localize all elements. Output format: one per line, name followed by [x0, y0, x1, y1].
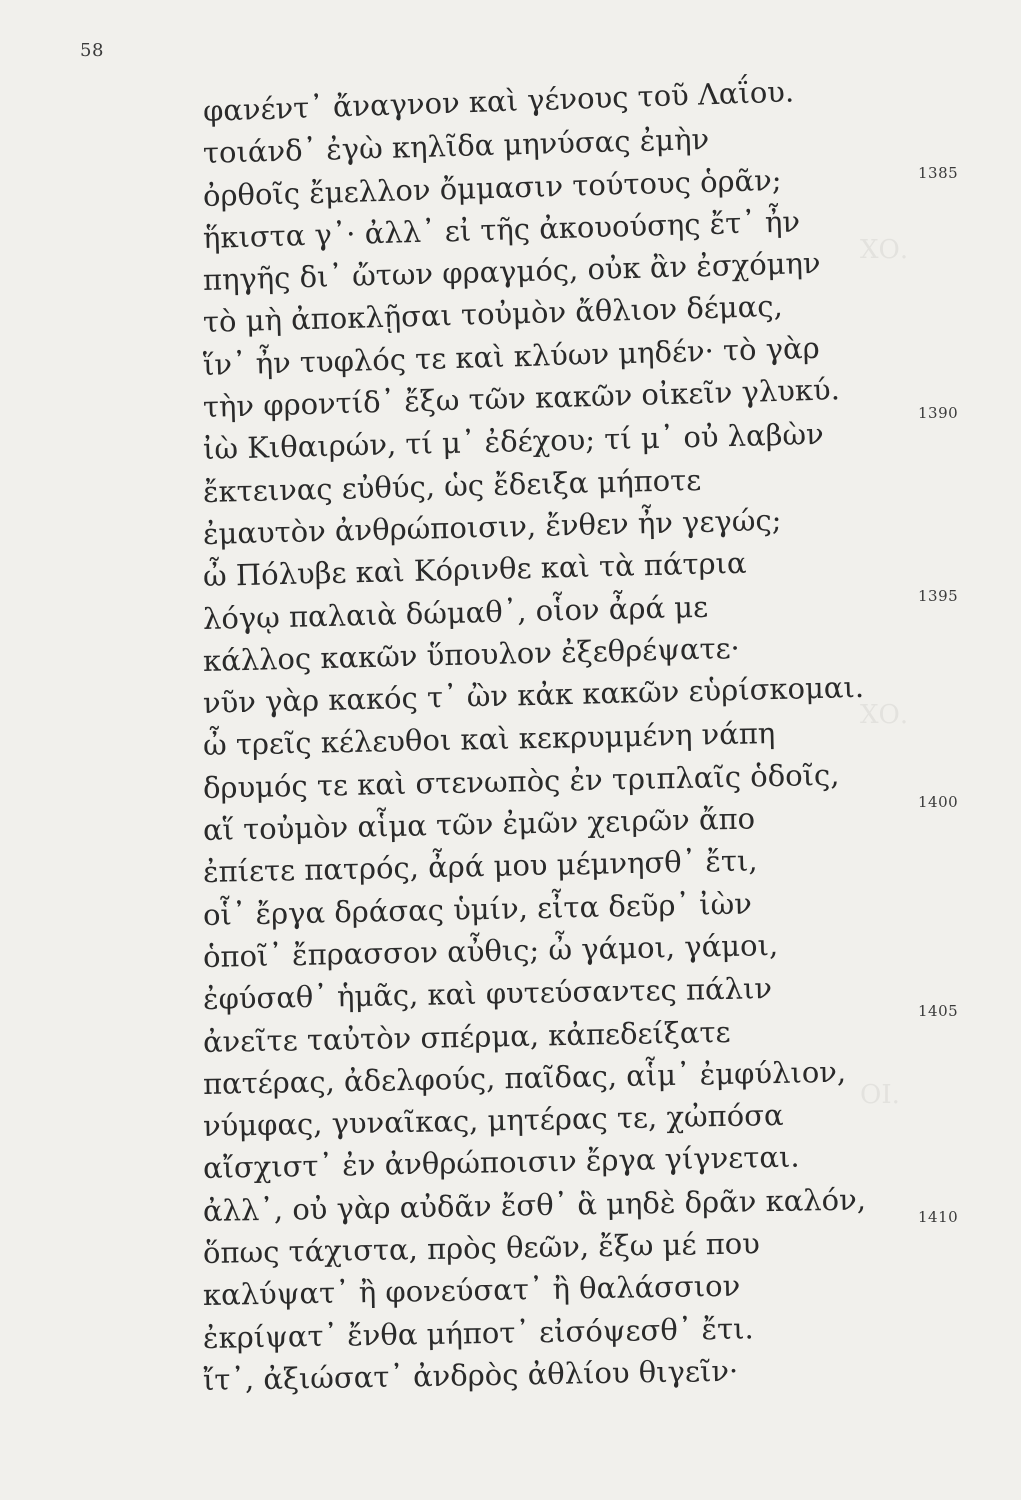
verse-line: καλύψατ᾽ ἢ φονεύσατ᾽ ἢ θαλάσσιον: [202, 1268, 741, 1313]
verse-line: ὁποῖ᾽ ἔπρασσον αὖθις; ὦ γάμοι, γάμοι,: [202, 927, 779, 974]
verse-line: δρυμός τε καὶ στενωπὸς ἐν τριπλαῖς ὁδοῖς,: [202, 757, 840, 805]
line-number: 1410: [918, 1208, 959, 1226]
verse-line: ἰὼ Κιθαιρών, τί μ᾽ ἐδέχου; τί μ᾽ οὐ λαβὼν: [202, 417, 825, 467]
verse-line: τὸ μὴ ἀποκλῇσαι τοὐμὸν ἄθλιον δέμας,: [202, 289, 784, 340]
verse-line: πατέρας, ἀδελφούς, παῖδας, αἷμ᾽ ἐμφύλιον,: [202, 1054, 847, 1101]
verse-line: ὦ Πόλυβε καὶ Κόρινθε καὶ τὰ πάτρια: [202, 545, 747, 594]
verse-line: ὀρθοῖς ἔμελλον ὄμμασιν τούτους ὁρᾶν;: [202, 162, 782, 213]
page-number: 58: [80, 40, 104, 61]
verse-line: οἷ᾽ ἔργα δράσας ὑμίν, εἶτα δεῦρ᾽ ἰὼν: [202, 886, 753, 932]
verse-line: κάλλος κακῶν ὕπουλον ἐξεθρέψατε·: [202, 630, 741, 678]
verse-line: νῦν γὰρ κακός τ᾽ ὢν κἀκ κακῶν εὑρίσκομαι.: [202, 670, 865, 721]
verse-line: ἥκιστα γ᾽· ἀλλ᾽ εἰ τῆς ἀκουούσης ἔτ᾽ ἦν: [202, 204, 801, 255]
verse-line: ἐκρίψατ᾽ ἔνθα μήποτ᾽ εἰσόψεσθ᾽ ἔτι.: [202, 1311, 754, 1355]
verse-list: [202, 74, 895, 1401]
line-number: 1390: [918, 404, 959, 422]
line-number: 1400: [918, 793, 959, 811]
verse-line: ἐφύσαθ᾽ ἡμᾶς, καὶ φυτεύσαντες πάλιν: [202, 971, 773, 1017]
verse-line: ἀνεῖτε ταὐτὸν σπέρμα, κἀπεδείξατε: [202, 1014, 731, 1059]
verse-line: ἔκτεινας εὐθύς, ὡς ἔδειξα μήποτε: [202, 462, 702, 509]
verse-line: αἴσχιστ᾽ ἐν ἀνθρώποισιν ἔργα γίγνεται.: [202, 1139, 800, 1186]
bleed-through-text: ΧΟ.: [860, 700, 909, 730]
verse-line: αἵ τοὐμὸν αἷμα τῶν ἐμῶν χειρῶν ἄπο: [202, 801, 756, 848]
verse-line: ἵν᾽ ἦν τυφλός τε καὶ κλύων μηδέν· τὸ γὰρ: [202, 330, 821, 382]
verse-line: ἐμαυτὸν ἀνθρώποισιν, ἔνθεν ἦν γεγώς;: [202, 502, 782, 551]
verse-line: ἴτ᾽, ἀξιώσατ᾽ ἀνδρὸς ἀθλίου θιγεῖν·: [202, 1353, 739, 1397]
verse-line: ἐπίετε πατρός, ἆρά μου μέμνησθ᾽ ἔτι,: [202, 843, 758, 890]
verse-line: ὦ τρεῖς κέλευθοι καὶ κεκρυμμένη νάπη: [202, 716, 776, 763]
verse-line: ἀλλ᾽, οὐ γὰρ αὐδᾶν ἔσθ᾽ ἃ μηδὲ δρᾶν καλόν,: [202, 1182, 867, 1228]
verse-line: νύμφας, γυναῖκας, μητέρας τε, χὠπόσα: [202, 1097, 784, 1144]
verse-line: πηγῆς δι᾽ ὤτων φραγμός, οὐκ ἂν ἐσχόμην: [202, 245, 821, 298]
line-number: 1405: [918, 1002, 959, 1020]
bleed-through-text: ΟΙ.: [860, 1080, 900, 1110]
verse-line: λόγῳ παλαιὰ δώμαθ᾽, οἷον ἆρά με: [202, 589, 709, 636]
verse-line: τοιάνδ᾽ ἐγὼ κηλῖδα μηνύσας ἐμὴν: [202, 122, 710, 171]
verse-line: τὴν φροντίδ᾽ ἔξω τῶν κακῶν οἰκεῖν γλυκύ.: [202, 372, 841, 425]
line-number: 1395: [918, 587, 959, 605]
bleed-through-text: ΧΟ.: [860, 235, 909, 265]
line-number: 1385: [918, 164, 959, 182]
verse-line: ὅπως τάχιστα, πρὸς θεῶν, ἔξω μέ που: [202, 1226, 761, 1271]
verse-line: φανέντ᾽ ἄναγνον καὶ γένους τοῦ Λαΐου.: [202, 74, 795, 128]
